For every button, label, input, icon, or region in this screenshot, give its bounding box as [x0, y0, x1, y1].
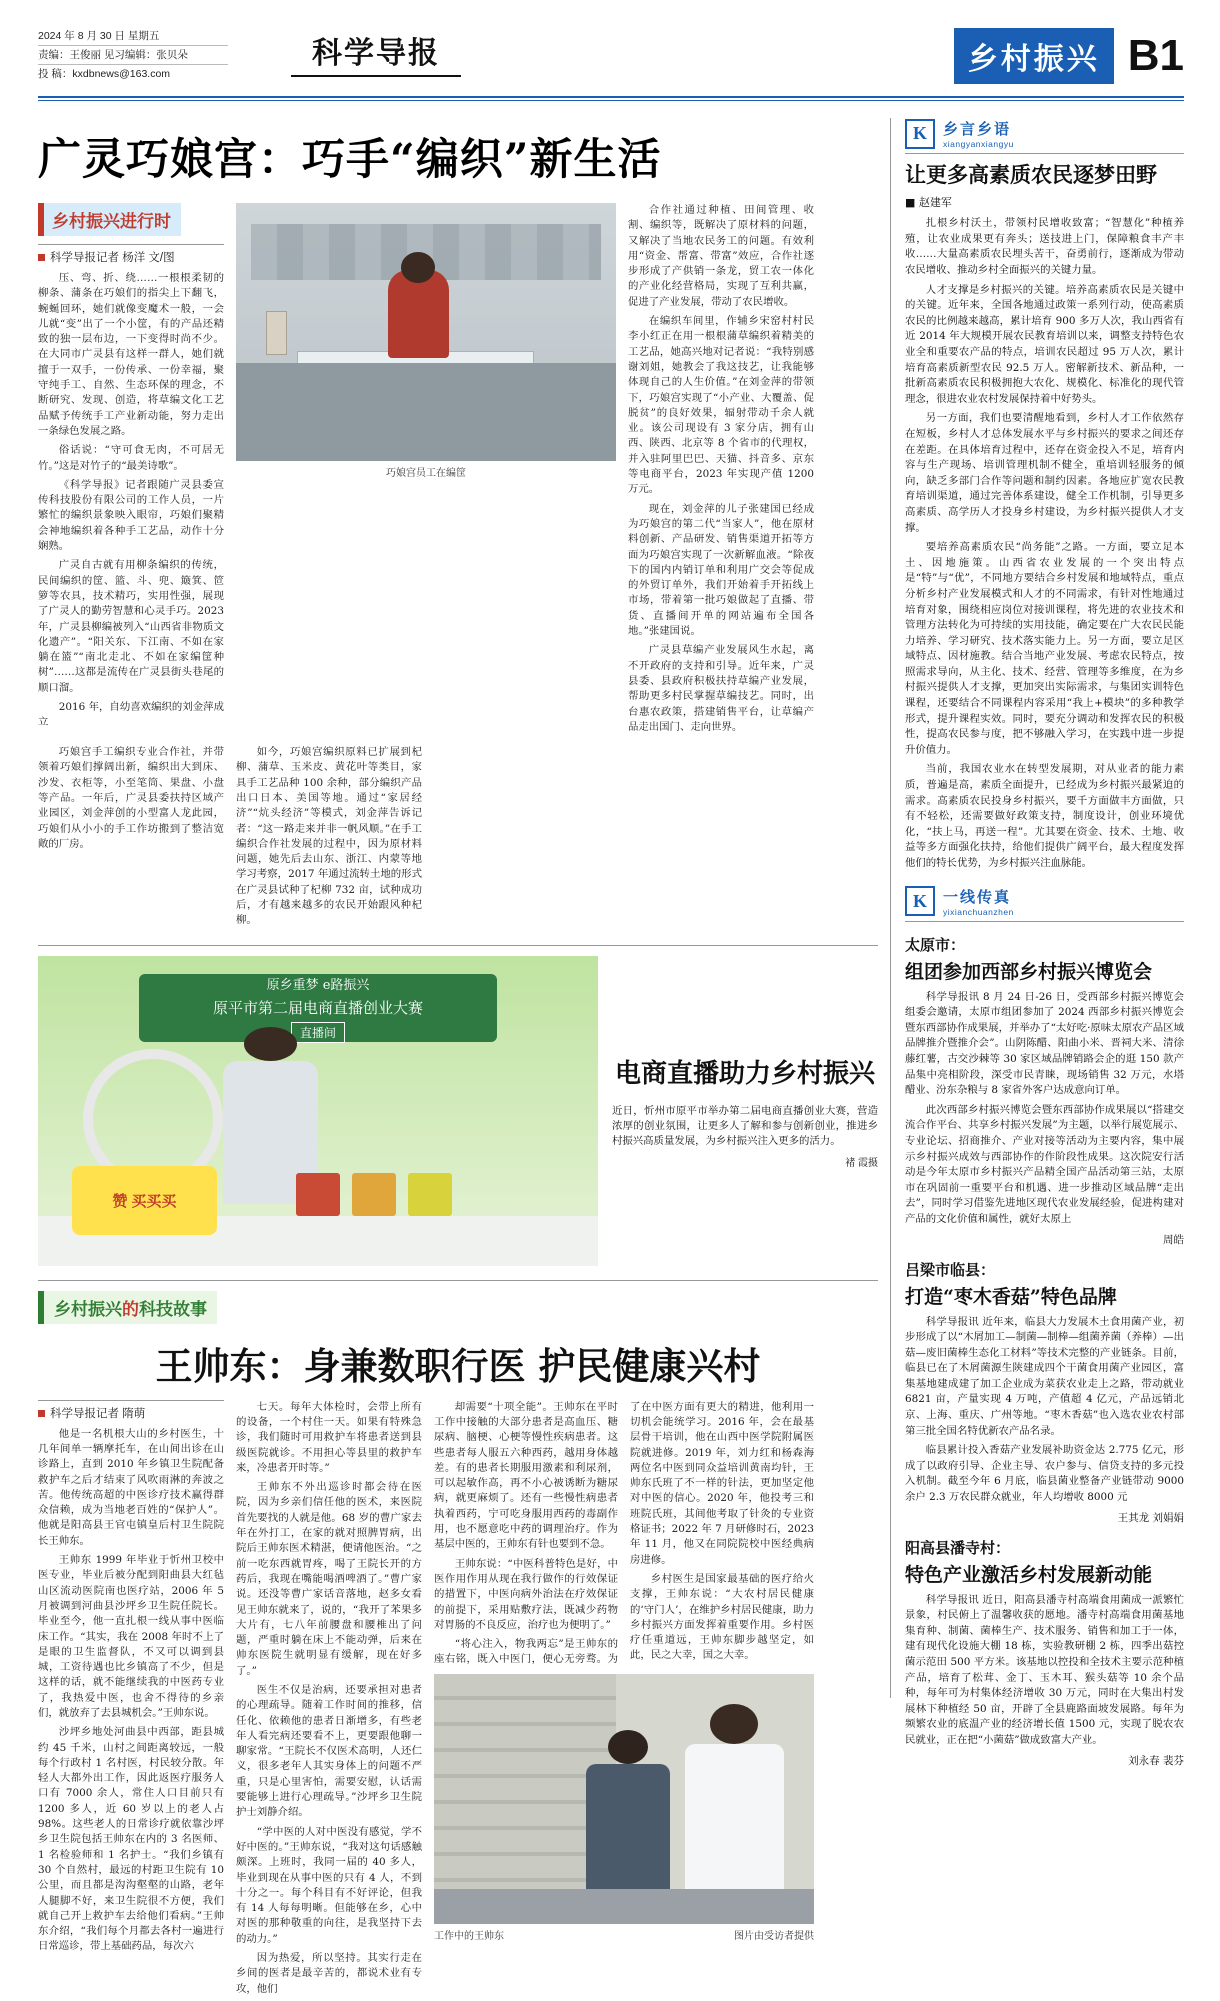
- story-two-tag: [38, 1291, 217, 1324]
- story-two: [38, 1280, 878, 2001]
- news1-city: 太原市：: [905, 935, 966, 954]
- lead-text-3: [628, 203, 814, 735]
- paragraph: 合作社通过种植、田间管理、收割、编织等，既解决了原材料的问题，又解决了当地农民务工的问题。有效利用“资金、帮富、带富”效应，合作社逐步形成了产供销一条龙，贸工农一体化的产业化经营格局，实现了互利共赢，促进了产业发展，带动了农民增收。: [628, 204, 814, 308]
- paragraph: 沙坪乡地处河曲县中西部，距县城约 45 千米，山村之间距离较远，一般每个行政村 1 名村医，村民较分散。年轻人大都外出工作，因此返医疗服务人口有 7000 余人，常住人口目前只有 1200 多人，近 60 岁以上的老人占 98%。这些老人的日常诊疗就依靠沙坪乡卫生院包括王帅东在内的 3 名医师、1 名检验师和 1 名护士。“我们乡镇有 30 个自然村，最远的村距卫生院有 10 公里，而且都是沟沟壑壑的山路，老年人腿脚不好，来卫生院很不方便，我们就自己开上救护车去给他们看病。”王帅东介绍，“我们每个月都去各村一遍进行日常巡诊，带上基础药品，每次六: [38, 1726, 224, 1953]
- yixian-header: [905, 886, 1184, 922]
- paragraph: “将心注入，物我两忘”是王帅东的座右铭，既入中医门，便心无旁骛。为了在中医方面有更大的精进，他利用一切机会能统学习。2016 年，会在最基层骨干培训，他在山西中医学院附属医院就进修。2019 年，刘力红和杨森海两位名中医到同众益培训黄南均针，王帅东氏班了不一样的针法，更加坚定他对中医的信心。2020 年，他投考三和班院氏班，其间他考取了针灸的专业资格证书；2022 年 7 月研修时石，2023 年 11 月，他又在同院院校中医经典病房进修。: [434, 1400, 814, 1666]
- column-divider: [890, 118, 891, 1698]
- paragraph: 广灵自古就有用柳条编织的传统，民间编织的筐、篮、斗、兜、簸箕、笸箩等农具，技术精巧，实用性强，展现了广灵人的勤劳智慧和心灵手巧。2023 年，广灵县柳编被列入“山西省非物质文化遗产”。“阳关东、下江南、不如在家躺在篮”“南北走北、不如在家编筐种树”……这都是流传在广灵县街头巷尾的顺口溜。: [38, 559, 224, 694]
- news2-sign: 王其龙 刘娟娟: [1117, 1511, 1184, 1524]
- lead-article-top: [38, 203, 878, 739]
- yixian-title: 一线传真: [943, 887, 1012, 906]
- paragraph: 另一方面，我们也要清醒地看到，乡村人才工作依然存在短板，乡村人才总体发展水平与乡村振兴的要求之间还存在差距。在具体培育过程中，还存在资金投入不足，培育内容与生产现场、培训管理机制不健全，重培训轻服务的倾向，缺乏多部门合作等问题和制约因素。各地应扩宽农民教育培训渠道，通过完善体系建设，健全工作机制，引导更多高素质、高学历人才投身乡村建设，为乡村振兴提供人才支撑。: [905, 412, 1184, 534]
- banner-credit: 褚 霞摄: [845, 1157, 878, 1169]
- xiangyan-body: [905, 216, 1184, 871]
- xiangyan-header: [905, 118, 1184, 154]
- buy-sign: [72, 1166, 218, 1234]
- lead-article-bottom: [38, 745, 878, 933]
- paragraph: 要培养高素质农民“尚务能”之路。一方面，要立足本土、因地施策。山西省农业发展的一个突出特点是“特”与“优”，不同地方要结合乡村发展和地域特点，重点分析乡村产业发展模式和人才的不同需求，有针对性地通过培育对象，围绕相应岗位对接训课程，将先进的农业技术和管理方法转化为可持续的实用技能，确定要在广大农民民能力培养、学习研究、技术落实能力上。另一方面，要立足区域特点、因材施教。结合当地产业发展、考虑农民特点，按照需求导向，从主化、技术、经营、管理等多维度，在为乡村振兴提供人才支撑，更加突出实际需求，与集团实训特色课程，还要结合不同课程内容采用“我上+模块”的多种教学形式，提升课程实效。同时，要充分调动和发挥农民的积极性，提高农民参与度，把不够融入学习，在实践中进一步提升价值力。: [905, 541, 1184, 756]
- paper-logo: [246, 28, 506, 77]
- story-two-headline: 王帅东：身兼数职行医 护民健康兴村: [155, 1343, 761, 1388]
- k-logo-icon: K: [905, 119, 935, 149]
- paragraph: 王帅东 1999 年毕业于忻州卫校中医专业，毕业后被分配到阳曲县大红毡山区流动医院南也医疗站，2006 年 5 月被调到河曲县沙坪乡卫生院任院长。毕业至今，他一直扎根一线从事中医临床工作。“其实，我在 2008 年时不上了是眼的卫生监督队，不又可以调到县城，工资待遇也比乡镇高了不少，但是这样的话，就不能继续我的中医药专业了，我热爱中医，也舍不得待的乡亲们，就放弃了去县城机会。”王帅东说。: [38, 1554, 224, 1719]
- paragraph: 广灵县草编产业发展风生水起，离不开政府的支持和引导。近年来，广灵县委、县政府积极扶持草编产业发展，帮助更多村民掌握草编技艺。同时，出台惠农政策，搭建销售平台，让草编产品走出国门、走向世界。: [628, 644, 814, 733]
- paragraph: 科学导报讯 近年来，临县大力发展木土食用菌产业，初步形成了以“木屑加工—制菌—制棒—组菌养菌（养棒）—出菇—废旧菌棒生态化工材料”等技术完整的产业链条。目前，临县已在了木屑菌源生陕建成四个干菌食用菌产业园区，富集基地建成建了加工企业成为菜获农业走上之路，带动就业 6821 亩，产量实现 4 万吨，产值超 4 亿元，产品远销北京、上海、重庆、广州等地。“枣木香菇”也入选农业农村部第三批全国名特优新农产品名录。: [905, 1315, 1184, 1437]
- caption-left: 工作中的王帅东: [434, 1930, 504, 1942]
- masthead-right: [954, 28, 1184, 84]
- paragraph: 科学导报讯 8 月 24 日-26 日，受西部乡村振兴博览会组委会邀请，太原市组团参加了 2024 西部乡村振兴博览会暨东西部协作成果展，并举办了“太好吃·原味太原农产品区域品牌推介暨推介会”。山阴陈醋、阳曲小米、晋祠大米、清徐藤红薯，古交沙棘等 30 家区域品牌销路会企的逛 150 款产品集中亮相阶段，深受市民青睐，现场销售 32 万元，水塔醋业、汾东杂粮与 8 家省外客户达成意向订单。: [905, 990, 1184, 1097]
- byline-marker: [38, 1410, 45, 1417]
- byline-text: 科学导报记者 杨洋 文/图: [50, 252, 175, 264]
- doctor-photo: [434, 1674, 814, 1924]
- story-two-col-1: [38, 1400, 224, 2001]
- masthead-editor: 责编：王俊丽 见习编辑：张贝朵: [38, 45, 228, 65]
- banner-block: [38, 945, 878, 1266]
- paragraph: 在编织车间里，作辅乡宋窑村村民李小红正在用一根根蒲草编织着精美的工艺品，她高兴地对记者说：“我特别感谢刘姐，她教会了我这技艺，让我能够体现自己的人生价值。”在刘金萍的带领下，巧娘宫实现了“小产业、大覆盖、促脱贫”的良好效果，辐射带动千余人就业。该公司现设有 3 家分店，拥有山西、陕西、北京等 8 个省市的代理权，并入驻阿里巴巴、天猫、抖音多、京东等电商平台，2023 年实现产值 1200 万元。: [628, 315, 814, 496]
- k-logo-icon-2: K: [905, 886, 935, 916]
- patient-figure: [586, 1764, 670, 1904]
- paragraph: 因为热爱，所以坚持。其实行走在乡间的医者是最辛苦的，都说术业有专攻，他们: [236, 1952, 422, 1995]
- yixian-pinyin: yixianchuanzhen: [943, 906, 1014, 917]
- page-number: B1: [1127, 31, 1184, 80]
- paragraph: 七天。每年大体检时，会带上所有的设备，一个村住一天。如果有特殊急诊，我们随时可用救护车将患者送到县级医院就诊。不用担心等县里的救护车来，冷患者开时等。”: [236, 1400, 422, 1474]
- masthead-mail: 投 稿：kxdbnews@163.com: [38, 68, 171, 80]
- masthead-divider: [38, 96, 1184, 98]
- paragraph: 俗话说：“守可食无肉，不可居无竹。”这是对竹子的“最美诗歌”。: [38, 444, 224, 472]
- xiangyan-pinyin: xiangyanxiangyu: [943, 139, 1014, 149]
- lead-col-3: [628, 203, 814, 739]
- byline-text: 科学导报记者 隋萌: [50, 1407, 146, 1420]
- paragraph: 扎根乡村沃土，带领村民增收致富；“智慧化”种植养殖，让农业成果更有奔头；送技进上门，保障粮食丰产丰收……大量高素质农民埋头苦干，奋勇前行，逐渐成为带动农民增收、推动乡村全面振兴的关键力量。: [905, 217, 1184, 277]
- right-column: [905, 118, 1184, 1768]
- xiangyan-headline: 让更多高素质农民逐梦田野: [905, 162, 1157, 187]
- tag-right: 科技故事: [139, 1299, 207, 1320]
- section-badge: 乡村振兴: [954, 28, 1114, 84]
- sign-text: 买买买: [131, 1192, 177, 1211]
- story-two-col-3: [434, 1400, 814, 2001]
- tag-red: 的: [122, 1299, 139, 1320]
- paragraph: 人才支撑是乡村振兴的关键。培养高素质农民是关键中的关键。近年来，全国各地通过政策一系列行动，使高素质农民的比例越来越高，累计培育 900 多万人次，我山西省有近 2014 年大规模开展农民教育培训以来，调整支持特色农业全和重要农产品的特点，培训农民超过 95 万人次，累计培育高素质新型农民 92.5 万人。密解新技术、新品种，一批新高素质农民积极拥抱大农化、规模化、标准化的现代管理念，很进农业农村发展保持着中好势头。: [905, 283, 1184, 405]
- xiangyan-title: 乡言乡语: [943, 120, 1012, 138]
- news2-headline: 打造“枣木香菇”特色品牌: [905, 1285, 1117, 1308]
- paragraph: 此次西部乡村振兴博览会暨东西部协作成果展以“搭建交流合作平台、共享乡村振兴发展”为主题，以举行展览展示、专业论坛、招商推介、产业对接等活动为主要内容，集中展示乡村振兴成效与西部协作的作阶段性成果。这次院安行活动是今年太原市乡村振兴产品精全国产品活动第三站，太原市在巩固前一重要平台和机遇、进一步推动区域品牌“走出去”，同时学习借鉴先进地区现代农业发展经验，促进构建对产品的文化价值和属性，就好太原上: [905, 1103, 1184, 1225]
- story-two-col-2: [236, 1400, 422, 2001]
- poster-title-small: 原乡重梦 e路振兴: [266, 977, 370, 993]
- paragraph: 王帅东不外出巡诊时都会待在医院，因为乡亲们信任他的医术，来医院首先要找的人就是他。68 岁的曹广家去年在外打工，在家的就对照脾胃病，出院后王帅东医术精湛，便请他医治。“之前一吃东西就胃疼，喝了王院长开的方药后，我现在嘴能喝酒啤酒了。”曹广家说。还没等曹广家话音落地，赵多女看见王帅东就来了，说的，“我开了苯果多大片有，七八年前腰盘和腰椎出了问题，严重时躺在床上不能动弹，后来在帅东医院生就明显有缓解，现在好多了。”: [236, 1481, 422, 1677]
- lead-col-2d: [632, 745, 818, 933]
- lead-col-1: [38, 203, 224, 739]
- doctor-photo-caption: [434, 1927, 814, 1942]
- news2-city: 吕梁市临县：: [905, 1260, 996, 1279]
- news-item-yanggao: [905, 1537, 1184, 1768]
- lead-col-2a: [38, 745, 224, 933]
- banner-text: [612, 956, 878, 1266]
- main-column: [38, 118, 878, 2001]
- sign-like: 赞: [112, 1192, 128, 1211]
- news1-headline: 组团参加西部乡村振兴博览会: [905, 960, 1153, 983]
- livestream-photo: [38, 956, 598, 1266]
- lead-col-2b: [236, 745, 422, 933]
- paragraph: 巧娘宫手工编织专业合作社，并带领着巧娘们撑阔出新，编织出大到床、沙发、衣柜等，小至笔筒、果盘、小盘等产品。一年后，广灵县委扶持区域产业园区，刘金萍创的小型富人龙此园，巧娘们从小小的手工作坊搬到了整洁宽敞的厂房。: [38, 746, 224, 850]
- paragraph: 现在，刘金萍的儿子张建国已经成为巧娘宫的第二代“当家人”，他在原材料创新、产品研发、销售渠道开拓等方面为巧娘宫实现了一次新解血液。“除夜下的国内内销订单和利用广交会等促成的外贸订单外，我们开始着手开拓线上市场，带着第一批巧娘做起了直播、带货、直播间开单的网站遍布全国各地。”张建国说。: [628, 502, 814, 638]
- paragraph: 他是一名机根大山的乡村医生，十几年间单一辆摩托车，在山间出诊在山诊路上，直到 2010 年乡镇卫生院配备救护车之后才结束了风吹雨淋的奔波之苦。他传统高超的中医诊疗技术赢得群众信赖，成为当地老百姓的“保护人”。他就是阳高县王官屯镇皇后村卫生院院长王帅东。: [38, 1427, 224, 1547]
- paragraph: 当前，我国农业水在转型发展期，对从业者的能力素质，普遍是高，素质全面提升，已经成为乡村振兴最紧迫的需求。高素质农民投身乡村振兴，要千方面做丰方面做，只有不轻松，还需要做好政策支持，制度设计，创业环境优化，“扶上马，再送一程”。尤其要在资金、技术、土地、收益等多方面强化扶持，给他们提供广阔平台，最大程度发挥他们的特长优势，为乡村振兴注血脉能。: [905, 763, 1184, 869]
- section-tag: 乡村振兴进行时: [38, 203, 181, 236]
- masthead-date: 2024 年 8 月 30 日 星期五: [38, 30, 160, 42]
- paragraph: 临县累计投入香菇产业发展补助资金达 2.775 亿元，形成了以政府引导、企业主导、农户参与、信贷支持的多元投入机制。截至今年 6 月底，临县菌业整备产业链带动 9000 余户 2.3 万农民群众就业，年人均增收 8000 元: [905, 1444, 1184, 1504]
- paragraph: 医生不仅是治病，还要承担对患者的心理疏导。随着工作时间的推移，信任化、依赖他的患者日渐增多，有些老年人看完病还要看不上，更要跟他聊一聊家常。“王院长不仅医术高明，人还仁义，很多老年人其实身体上的问题不严重，只是心里害怕，需要安慰，认话需要能够上进行心理疏导。”沙坪乡卫生院护士刘静介绍。: [236, 1684, 422, 1819]
- lead-text-1: [38, 271, 224, 731]
- news-item-taiyuan: [905, 934, 1184, 1247]
- poster-tag: 直播间: [291, 1022, 345, 1043]
- paragraph: 压、弯、折、绕……一根根柔韧的柳条、蒲条在巧娘们的指尖上下翻飞，蜿蜒回环，她们就像变魔术一般，一会儿就“变”出了一个小筐，有的产品还精致的独一层布边，一下变得时尚不少。在大同市广灵县有这样一群人，她们就擅于一双手，一份传承、一份幸福，聚守纯手工、自然、生态环保的理念，不断研究、发现、创造，将草编文化工艺品赋予传统手工产业新动能，努力走出一条绿色发展之路。: [38, 272, 224, 437]
- tag-left: 乡村振兴: [54, 1299, 122, 1320]
- paragraph: 科学导报讯 近日，阳高县潘寺村高端食用菌成一派繁忙景象，村民俯上了温馨收获的愿地。潘寺村高端食用菌基地集育种、制菌、菌棒生产、技术服务、销售和加工于一体，建有现代化设施大棚 18 栋，实验教研棚 2 栋，四季出菇控菌示范田 500 平方米。该基地以控投和全技术主要示范种植产品，培育了松茸、金丁、玉木耳、猴头菇等 10 余个品种，每年可为村集体经济增收 30 万元，同时在大集出村发展林下种植经 50 亩，开辟了全县鹿路面坡发展路。每年为频繁农业的底温产业的经济增长值 1500 元，实现了脱农农民就业，正在把“小菌菇”做成致富大产业。: [905, 1593, 1184, 1746]
- lead-col-2c: [434, 745, 620, 933]
- news3-sign: 刘永春 裴芬: [1128, 1754, 1184, 1767]
- news3-headline: 特色产业激活乡村发展新动能: [905, 1563, 1153, 1586]
- news3-city: 阳高县潘寺村：: [905, 1538, 1011, 1557]
- masthead-info: [38, 28, 228, 82]
- paragraph: 如今，巧娘宫编织原料已扩展到杞柳、蒲草、玉米皮、黄花叶等类目，家具手工艺品种 100 余种，部分编织产品出口日本、美国等地。通过“家居经济”“炕头经济”等模式，刘金萍告诉记者：“这一路走来并非一帆风顺。”在手工编织合作社发展的过程中，因为原材料问题，她先后去山东、浙江、内蒙等地学习考察，2017 年通过流转土地的形式在广灵县试种了杞柳 732 亩，试种成功后，才有越来越多的农民开始跟风种杞柳。: [236, 746, 422, 927]
- paragraph: 2016 年，自幼喜欢编织的刘金萍成立: [38, 701, 224, 729]
- news1-sign: 周皓: [1163, 1233, 1184, 1246]
- masthead: [38, 28, 1184, 90]
- paper-name: 科学导报: [312, 36, 440, 71]
- paragraph: 却需要“十项全能”。王帅东在平时工作中接触的大部分患者是高血压、糖尿病、脑梗、心梗等慢性疾病患者。这些患者每人服五六种西药，越用身体越差。有的患者长期服用激素和利尿剂，可以起敏作高，再不小心被诱断为糖尿病，就更麻烦了。还有一些慢性病患者执着西药，宁可吃身服用西药的毒副作用，也不愿意吃中药的调理治疗。作为基层中医的，王帅东有针也要到不急。: [434, 1400, 618, 1551]
- byline-marker: [38, 254, 45, 261]
- story-two-byline: [38, 1400, 224, 1421]
- lead-photo-wrap: [236, 203, 616, 739]
- poster-title-main: 原平市第二届电商直播创业大赛: [212, 998, 423, 1017]
- logo-rule: [291, 75, 461, 77]
- workshop-photo: [236, 203, 616, 461]
- paragraph: 王帅东说：“中医科普特色是好，中医作用作用从现在我行做作的行效保证的措置下，中医向病外治法在疗效保证的前提下，采用贴敷疗法，既减少药物对胃肠的不良反应，治疗也为便明了。”: [434, 1557, 618, 1631]
- story-two-columns: [38, 1400, 878, 2001]
- paragraph: 《科学导报》记者跟随广灵县委宣传科技股份有限公司的工作人员，一片繁忙的编织景象映入眼帘，巧娘们聚精会神地编织着各种手工艺品，动作十分娴熟。: [38, 478, 224, 553]
- lead-byline: [38, 244, 224, 265]
- masthead-divider-2: [38, 100, 1184, 101]
- paragraph: “学中医的人对中医没有感觉，学不好中医的。”王帅东说，“我对这句话感触颇深。上班时，我同一届的 40 多人，毕业到现在从事中医的只有 4 人，不到十分之一。每个科目有不好评论，但我有 14 人每每明晰。但能够在乡，心中对医的那种敬重的向往，是我坚持下去的动力。”: [236, 1825, 422, 1945]
- doctor-figure: [685, 1744, 784, 1899]
- paragraph: 乡村医生是国家最基础的医疗给火支撑，王帅东说：“大农村居民健康的‘守门人’，在维护乡村居民健康，助力乡村振兴方面发挥着重要作用。乡村医疗任重道远，王帅东脚步越坚定，如此，民之大幸，国之大幸。: [630, 1572, 814, 1662]
- lead-photo-caption: 巧娘宫员工在编筐: [386, 468, 466, 479]
- lead-headline: 广灵巧娘宫：巧手“编织”新生活: [38, 135, 662, 185]
- xiangyan-author: ■ 赵建军: [905, 196, 952, 210]
- news-item-linxian: [905, 1259, 1184, 1525]
- banner-big-caption: 电商直播助力乡村振兴: [614, 1058, 875, 1089]
- caption-right: 图片由受访者提供: [734, 1930, 814, 1942]
- banner-caption: 近日，忻州市原平市举办第二届电商直播创业大赛，营造浓厚的创业氛围，让更多人了解和参与创新创业，推进乡村振兴高质量发展，为乡村振兴注入更多的活力。: [612, 1104, 878, 1148]
- poster-banner: [139, 974, 497, 1042]
